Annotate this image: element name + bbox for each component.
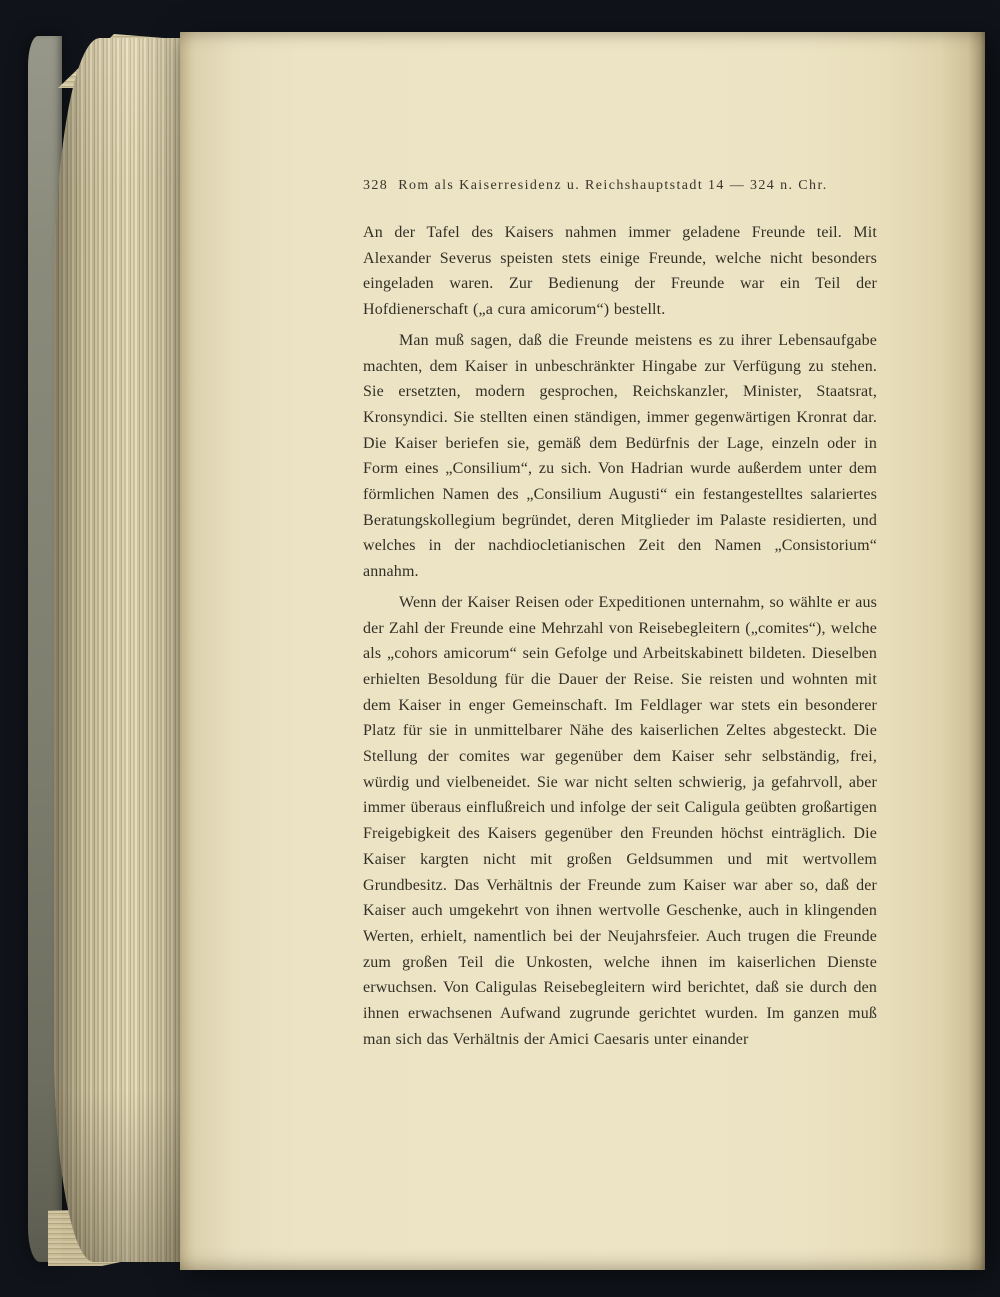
page-body [363,220,877,1053]
paragraph: Man muß sagen, daß die Freunde meistens es zu ihrer Lebensaufgabe machten, dem Kaiser in unbeschränkter Hingabe zur Verfügung zu stehen. Sie ersetzten, modern gesprochen, Reichskanzler, Minister, Staatsrat, Kronsyndici. Sie stellten einen ständigen, immer gegenwärtigen Kronrat dar. Die Kaiser beriefen sie, gemäß dem Bedürfnis der Lage, einzeln oder in Form eines „Consilium“, zu sich. Von Hadrian wurde außerdem unter dem förmlichen Namen des „Consilium Augusti“ ein festangestelltes salariertes Beratungskollegium begründet, deren Mitglieder im Palaste residierten, und welches in der nachdiocletianischen Zeit den Namen „Consistorium“ annahm. [363,331,877,581]
paragraph: An der Tafel des Kaisers nahmen immer geladene Freunde teil. Mit Alexander Severus speisten stets einige Freunde, welche nicht besonders eingeladen waren. Zur Bedienung der Freunde war ein Teil der Hofdienerschaft („a cura amicorum“) bestellt. [363,224,877,319]
book-page [180,32,985,1270]
page-edge-stack [54,38,192,1262]
page-header [363,178,877,194]
page-number: 328 [363,178,389,193]
page-content [363,178,877,1058]
running-title: Rom als Kaiserresidenz u. Reichshauptstadt 14 — 324 n. Chr. [398,178,828,193]
paragraph: Wenn der Kaiser Reisen oder Expeditionen unternahm, so wählte er aus der Zahl der Freunde eine Mehrzahl von Reisebegleitern („comites“), welche als „cohors amicorum“ sein Gefolge und Arbeitskabinett bildeten. Dieselben erhielten Besoldung für die Dauer der Reise. Sie reisten und wohnten mit dem Kaiser in enger Gemeinschaft. Im Feldlager war stets ein besonderer Platz für sie in unmittelbarer Nähe des kaiserlichen Zeltes abgesteckt. Die Stellung der comites war gegenüber dem Kaiser sehr selbständig, frei, würdig und vielbeneidet. Sie war nicht selten schwierig, ja gefahrvoll, aber immer überaus einflußreich und infolge der seit Caligula geübten großartigen Freigebigkeit des Kaisers gegenüber den Freunden höchst einträglich. Die Kaiser kargten nicht mit großen Geldsummen und mit wertvollem Grundbesitz. Das Verhältnis der Freunde zum Kaiser war aber so, daß der Kaiser auch umgekehrt von ihnen wertvolle Geschenke, auch in klingenden Werten, erhielt, namentlich bei der Neujahrsfeier. Auch trugen die Freunde zum großen Teil die Unkosten, welche ihnen im kaiserlichen Dienste erwuchsen. Von Caligulas Reisebegleitern wird berichtet, daß sie durch den ihnen erwachsenen Aufwand zugrunde gerichtet wurden. Im ganzen muß man sich das Verhältnis der Amici Caesaris unter einander [363,593,877,1048]
